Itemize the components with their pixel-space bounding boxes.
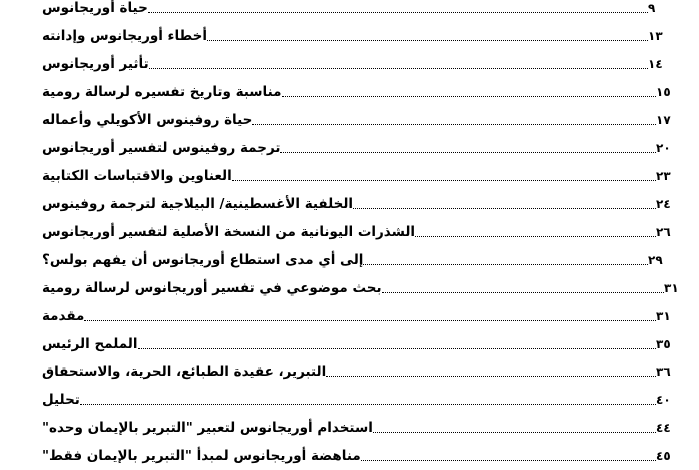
toc-dot-leader (282, 96, 657, 97)
toc-entry (40, 442, 680, 466)
toc-entry-page: ١٧ (656, 113, 671, 127)
toc-entry-page: ٢٩ (648, 253, 663, 267)
toc-entry-title: مقدمة (42, 308, 85, 324)
toc-entry (40, 246, 672, 270)
toc-entry (40, 162, 680, 186)
toc-dot-leader (280, 152, 656, 153)
toc-entry-page: ٩ (648, 1, 656, 15)
toc-entry-page: ١٣ (648, 29, 663, 43)
toc-dot-leader (232, 180, 656, 181)
toc-entry-page: ١٥ (656, 85, 671, 99)
toc-entry (40, 0, 672, 18)
toc-entry-page: ٤٠ (656, 393, 671, 407)
toc-dot-leader (149, 68, 648, 69)
toc-entry (40, 134, 680, 158)
toc-entry (40, 302, 680, 326)
toc-entry-page: ٣٥ (656, 337, 671, 351)
toc-entry-title: تحليل (42, 392, 80, 408)
toc-entry-page: ٣٦ (656, 365, 671, 379)
toc-entry-title: حياة أوريجانوس (42, 0, 148, 16)
toc-dot-leader (361, 460, 656, 461)
toc-entry-title: ترجمة روفينوس لتفسير أوريجانوس (42, 140, 281, 156)
toc-entry-page: ٤٤ (656, 421, 671, 435)
toc-entry (40, 414, 680, 438)
toc-dot-leader (80, 404, 656, 405)
toc-entry-title: إلى أي مدى استطاع أوريجانوس أن يفهم بولس؟ (42, 252, 364, 268)
toc-entry-page: ٣١ (656, 309, 671, 323)
toc-entry-title: استخدام أوريجانوس لتعبير "التبرير بالإيمان وحده" (42, 420, 373, 436)
toc-entry-page: ٢٠ (656, 141, 671, 155)
toc-entry (40, 190, 680, 214)
toc-entry-title: مناسبة وتاريخ تفسيره لرسالة رومية (42, 84, 282, 100)
toc-dot-leader (84, 320, 656, 321)
toc-entry (40, 22, 672, 46)
toc-dot-leader (207, 40, 648, 41)
toc-dot-leader (148, 12, 648, 13)
toc-entry-page: ٢٣ (656, 169, 671, 183)
toc-dot-leader (373, 432, 656, 433)
toc-entry-title: بحث موضوعي في تفسير أوريجانوس لرسالة رومية (42, 280, 382, 296)
toc-entry-page: ٣١ (664, 281, 679, 295)
toc-entry-title: حياة روفينوس الأكويلي وأعماله (42, 112, 253, 128)
toc-dot-leader (326, 376, 656, 377)
toc-entry-title: أخطاء أوريجانوس وإدانته (42, 28, 208, 44)
toc-entry-title: تأثير أوريجانوس (42, 56, 149, 72)
toc-dot-leader (363, 264, 648, 265)
toc-entry-title: التبرير، عقيدة الطبائع، الحرية، والاستحقاق (42, 364, 327, 380)
toc-entry-title: العناوين والاقتباسات الكتابية (42, 168, 232, 184)
toc-dot-leader (353, 208, 656, 209)
toc-entry (40, 78, 680, 102)
toc-dot-leader (252, 124, 656, 125)
toc-entry-page: ١٤ (648, 57, 663, 71)
toc-dot-leader (382, 292, 664, 293)
toc-entry-page: ٢٤ (656, 197, 671, 211)
toc-entry-title: مناهضة أوريجانوس لمبدأ "التبرير بالإيمان فقط" (42, 448, 361, 464)
toc-entry (40, 274, 688, 298)
toc-entry (40, 358, 680, 382)
toc-dot-leader (138, 348, 657, 349)
toc-entry (40, 218, 680, 242)
toc-entry-page: ٢٦ (656, 225, 671, 239)
toc-entry (40, 50, 672, 74)
toc-entry-page: ٤٥ (656, 449, 671, 463)
toc-dot-leader (415, 236, 656, 237)
toc-entry-title: الشذرات اليونانية من النسخة الأصلية لتفسير أوريجانوس (42, 224, 416, 240)
toc-entry (40, 106, 680, 130)
toc-entry (40, 386, 680, 410)
toc-entry (40, 330, 680, 354)
toc-entry-title: الملمح الرئيس (42, 336, 138, 352)
toc-entry-title: الخلفية الأغسطينية/ البيلاجية لترجمة روفينوس (42, 196, 354, 212)
